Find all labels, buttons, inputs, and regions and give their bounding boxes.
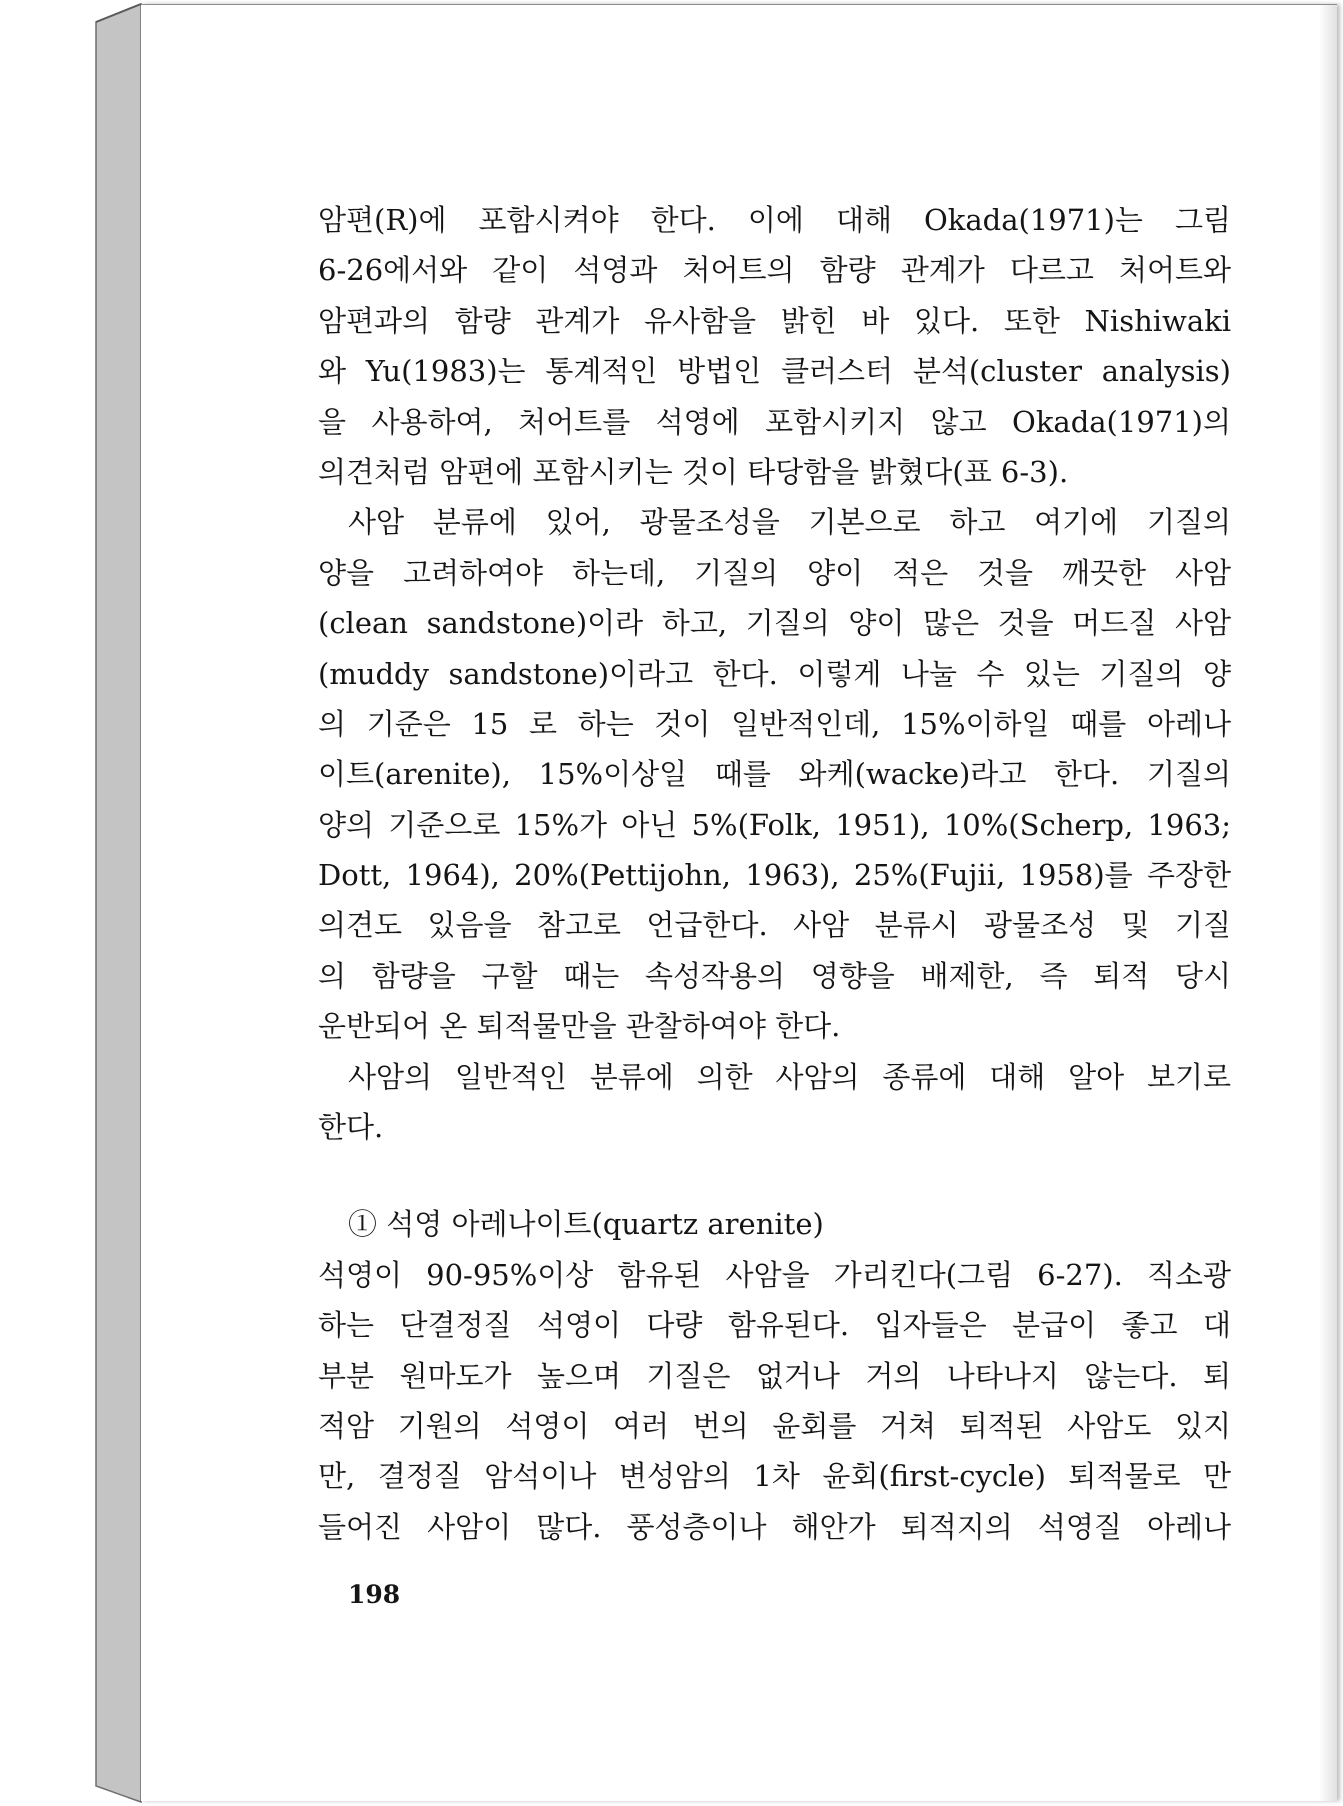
text-line: 들어진 사암이 많다. 풍성층이나 해안가 퇴적지의 석영질 아레나	[318, 1509, 1231, 1544]
text-line: 양의 기준으로 15%가 아닌 5%(Folk, 1951), 10%(Scherp, 1963;	[318, 807, 1231, 842]
page-number: 198	[348, 1580, 401, 1609]
text-line: (muddy sandstone)이라고 한다. 이렇게 나눌 수 있는 기질의 양	[318, 656, 1231, 691]
text-line: 6-26에서와 같이 석영과 처어트의 함량 관계가 다르고 처어트와	[318, 253, 1231, 288]
text-line: (clean sandstone)이라 하고, 기질의 양이 많은 것을 머드질 사암	[318, 606, 1231, 641]
text-line: 운반되어 온 퇴적물만을 관찰하여야 한다.	[318, 1009, 841, 1044]
text-line: 부분 원마도가 높으며 기질은 없거나 거의 나타나지 않는다. 퇴	[318, 1358, 1231, 1393]
text-line: 하는 단결정질 석영이 다량 함유된다. 입자들은 분급이 좋고 대	[318, 1308, 1231, 1343]
text-line: 사암의 일반적인 분류에 의한 사암의 종류에 대해 알아 보기로	[348, 1059, 1231, 1094]
paragraph-3	[318, 1052, 1231, 1153]
body-text	[318, 195, 1231, 1552]
section-heading: ① 석영 아레나이트(quartz arenite)	[348, 1207, 824, 1242]
text-line: 의 기준은 15 로 하는 것이 일반적인데, 15%이하일 때를 아레나	[318, 706, 1231, 741]
page-right-shade	[1319, 5, 1337, 1801]
text-line: 한다.	[318, 1110, 384, 1145]
text-line: 적암 기원의 석영이 여러 번의 윤회를 거쳐 퇴적된 사암도 있지	[318, 1408, 1231, 1443]
section-gap	[318, 1152, 1231, 1199]
text-line: 이트(arenite), 15%이상일 때를 와케(wacke)라고 한다. 기질의	[318, 757, 1231, 792]
text-line: 와 Yu(1983)는 통계적인 방법인 클러스터 분석(cluster analysis)	[318, 354, 1231, 389]
text-line: Dott, 1964), 20%(Pettijohn, 1963), 25%(Fujii, 1958)를 주장한	[318, 858, 1231, 893]
text-line: 석영이 90-95%이상 함유된 사암을 가리킨다(그림 6-27). 직소광	[318, 1257, 1231, 1292]
text-line: 의 함량을 구할 때는 속성작용의 영향을 배제한, 즉 퇴적 당시	[318, 958, 1231, 993]
text-line: 을 사용하여, 처어트를 석영에 포함시키지 않고 Okada(1971)의	[318, 404, 1231, 439]
text-line: 의견도 있음을 참고로 언급한다. 사암 분류시 광물조성 및 기질	[318, 908, 1231, 943]
text-line: 의견처럼 암편에 포함시키는 것이 타당함을 밝혔다(표 6-3).	[318, 454, 1069, 489]
text-line: 양을 고려하여야 하는데, 기질의 양이 적은 것을 깨끗한 사암	[318, 555, 1231, 590]
text-line: 만, 결정질 암석이나 변성암의 1차 윤회(first-cycle) 퇴적물로 만	[318, 1459, 1231, 1494]
paragraph-2	[318, 497, 1231, 1051]
paragraph-1	[318, 195, 1231, 497]
text-line: 사암 분류에 있어, 광물조성을 기본으로 하고 여기에 기질의	[348, 505, 1231, 540]
section-paragraph	[318, 1250, 1231, 1552]
text-line: 암편과의 함량 관계가 유사함을 밝힌 바 있다. 또한 Nishiwaki	[318, 303, 1231, 338]
text-line: 암편(R)에 포함시켜야 한다. 이에 대해 Okada(1971)는 그림	[318, 203, 1231, 237]
